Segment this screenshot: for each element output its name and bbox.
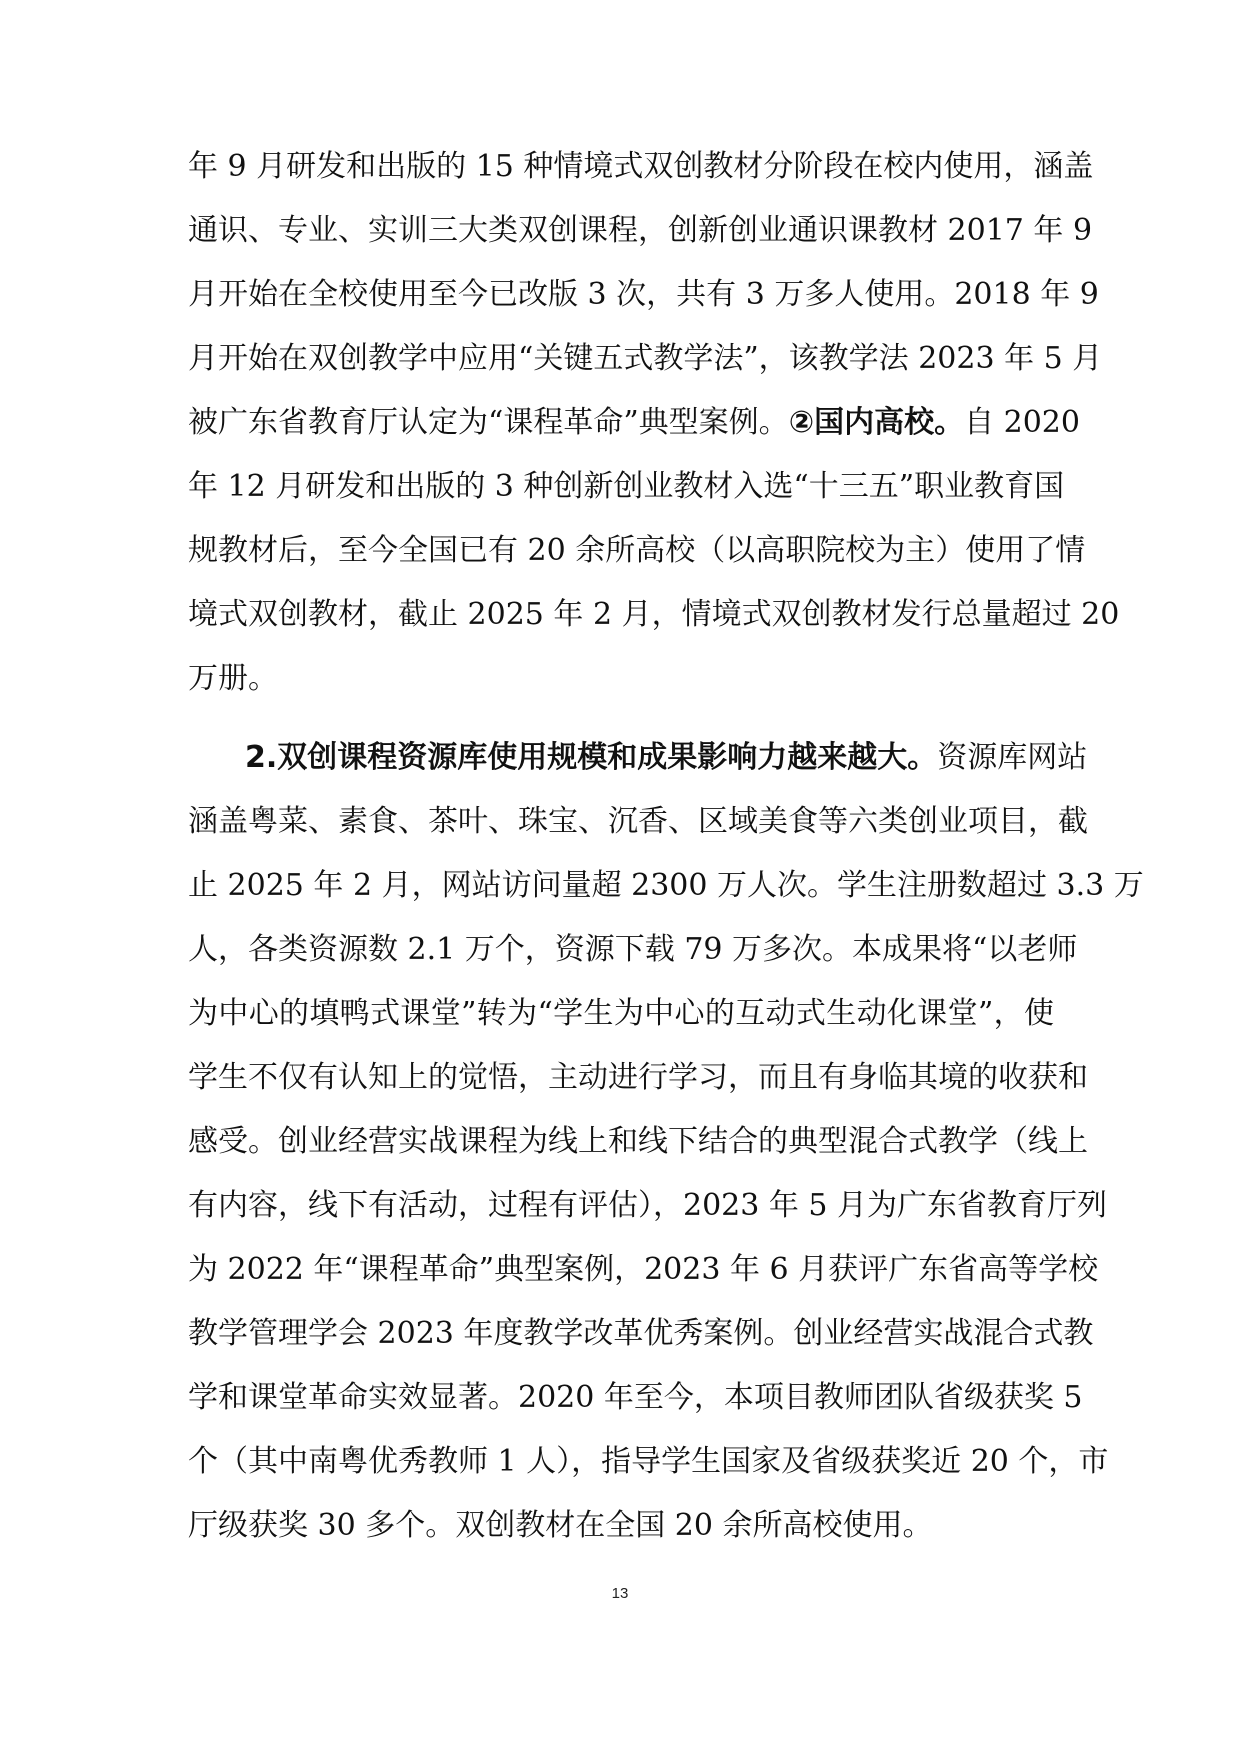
text-line: 学生不仅有认知上的觉悟，主动进行学习，而且有身临其境的收获和 (188, 1060, 1088, 1095)
text-line: 境式双创教材，截止 2025 年 2 月，情境式双创教材发行总量超过 20 (188, 597, 1120, 632)
text-line: 个（其中南粤优秀教师 1 人），指导学生国家及省级获奖近 20 个，市 (188, 1444, 1109, 1479)
text-line: 有内容，线下有活动，过程有评估），2023 年 5 月为广东省教育厅列 (188, 1188, 1108, 1223)
text-line: 学和课堂革命实效显著。2020 年至今，本项目教师团队省级获奖 5 (188, 1380, 1083, 1415)
text-line: 月开始在双创教学中应用“关键五式教学法”，该教学法 2023 年 5 月 (188, 341, 1103, 376)
bold-subheading: ②国内高校。 (788, 405, 965, 440)
text-line: 厅级获奖 30 多个。双创教材在全国 20 余所高校使用。 (188, 1508, 933, 1543)
text-line: 月开始在全校使用至今已改版 3 次，共有 3 万多人使用。2018 年 9 (188, 277, 1099, 312)
page-number: 13 (611, 1585, 629, 1602)
text-line: 规教材后，至今全国已有 20 余所高校（以高职院校为主）使用了情 (188, 533, 1086, 568)
text-segment: 自 2020 (964, 405, 1080, 440)
text-line (188, 403, 1080, 443)
text-line: 为中心的填鸭式课堂”转为“学生为中心的互动式生动化课堂”，使 (188, 996, 1054, 1031)
text-segment: 被广东省教育厅认定为“课程革命”典型案例。 (188, 405, 789, 440)
paragraph-heading-line (245, 738, 1088, 778)
text-line: 通识、专业、实训三大类双创课程，创新创业通识课教材 2017 年 9 (188, 213, 1093, 248)
text-line: 教学管理学会 2023 年度教学改革优秀案例。创业经营实战混合式教 (188, 1316, 1094, 1351)
text-line: 年 9 月研发和出版的 15 种情境式双创教材分阶段在校内使用，涵盖 (188, 149, 1094, 184)
text-segment: 资源库网站 (937, 740, 1088, 775)
text-line: 止 2025 年 2 月，网站访问量超 2300 万人次。学生注册数超过 3.3 万 (188, 868, 1144, 903)
text-line: 人，各类资源数 2.1 万个，资源下载 79 万多次。本成果将“以老师 (188, 932, 1078, 967)
text-line: 万册。 (188, 661, 278, 696)
text-line: 年 12 月研发和出版的 3 种创新创业教材入选“十三五”职业教育国 (188, 469, 1065, 504)
text-line: 涵盖粤菜、素食、茶叶、珠宝、沉香、区域美食等六类创业项目，截 (188, 804, 1088, 839)
text-line: 为 2022 年“课程革命”典型案例，2023 年 6 月获评广东省高等学校 (188, 1252, 1099, 1287)
section-heading: 2.双创课程资源库使用规模和成果影响力越来越大。 (245, 740, 938, 775)
text-line: 感受。创业经营实战课程为线上和线下结合的典型混合式教学（线上 (188, 1124, 1088, 1159)
